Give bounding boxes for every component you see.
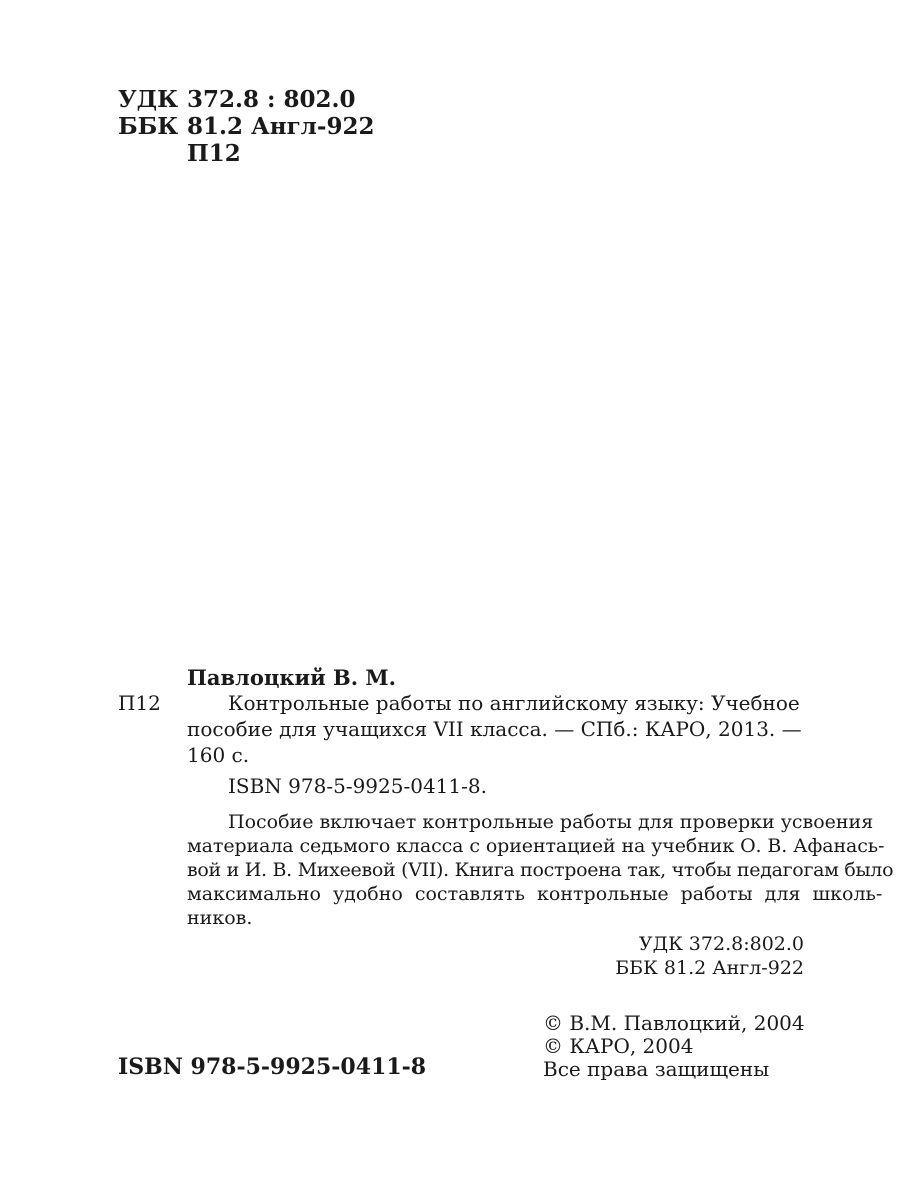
card-author-mark: П12: [118, 691, 161, 715]
footer-isbn: ISBN 978-5-9925-0411-8: [118, 1054, 427, 1080]
rights-reserved: Все права защищены: [543, 1057, 770, 1081]
annotation-line-1: Пособие включает контрольные работы для проверки усвоения: [228, 811, 874, 833]
copyright-author: © В.М. Павлоцкий, 2004: [543, 1011, 805, 1035]
card-title-line-2: пособие для учащихся VII класса. — СПб.: КАРО, 2013. —: [187, 717, 802, 741]
bbk-label: ББК: [118, 113, 179, 140]
annotation-line-2: материала седьмого класса с ориентацией на учебник О. В. Афанась-: [187, 835, 885, 857]
udk-label: УДК: [118, 86, 179, 113]
card-udk: УДК 372.8:802.0: [638, 933, 804, 955]
annotation-line-5: ников.: [187, 907, 253, 929]
annotation-line-3: вой и И. В. Михеевой (VII). Книга построена так, чтобы педагогам было: [187, 859, 894, 881]
udk-value: 372.8 : 802.0: [187, 86, 356, 113]
card-title-line-1: Контрольные работы по английскому языку: Учебное: [228, 691, 800, 715]
card-author: Павлоцкий В. М.: [187, 665, 396, 690]
author-mark: П12: [187, 140, 241, 167]
annotation-line-4: максимально удобно составлять контрольные работы для школь-: [187, 883, 883, 905]
card-title-line-3: 160 с.: [187, 743, 250, 767]
card-isbn: ISBN 978-5-9925-0411-8.: [228, 774, 487, 798]
bbk-value: 81.2 Англ-922: [187, 113, 375, 140]
copyright-publisher: © КАРО, 2004: [543, 1034, 694, 1058]
card-bbk: ББК 81.2 Англ-922: [615, 957, 804, 979]
